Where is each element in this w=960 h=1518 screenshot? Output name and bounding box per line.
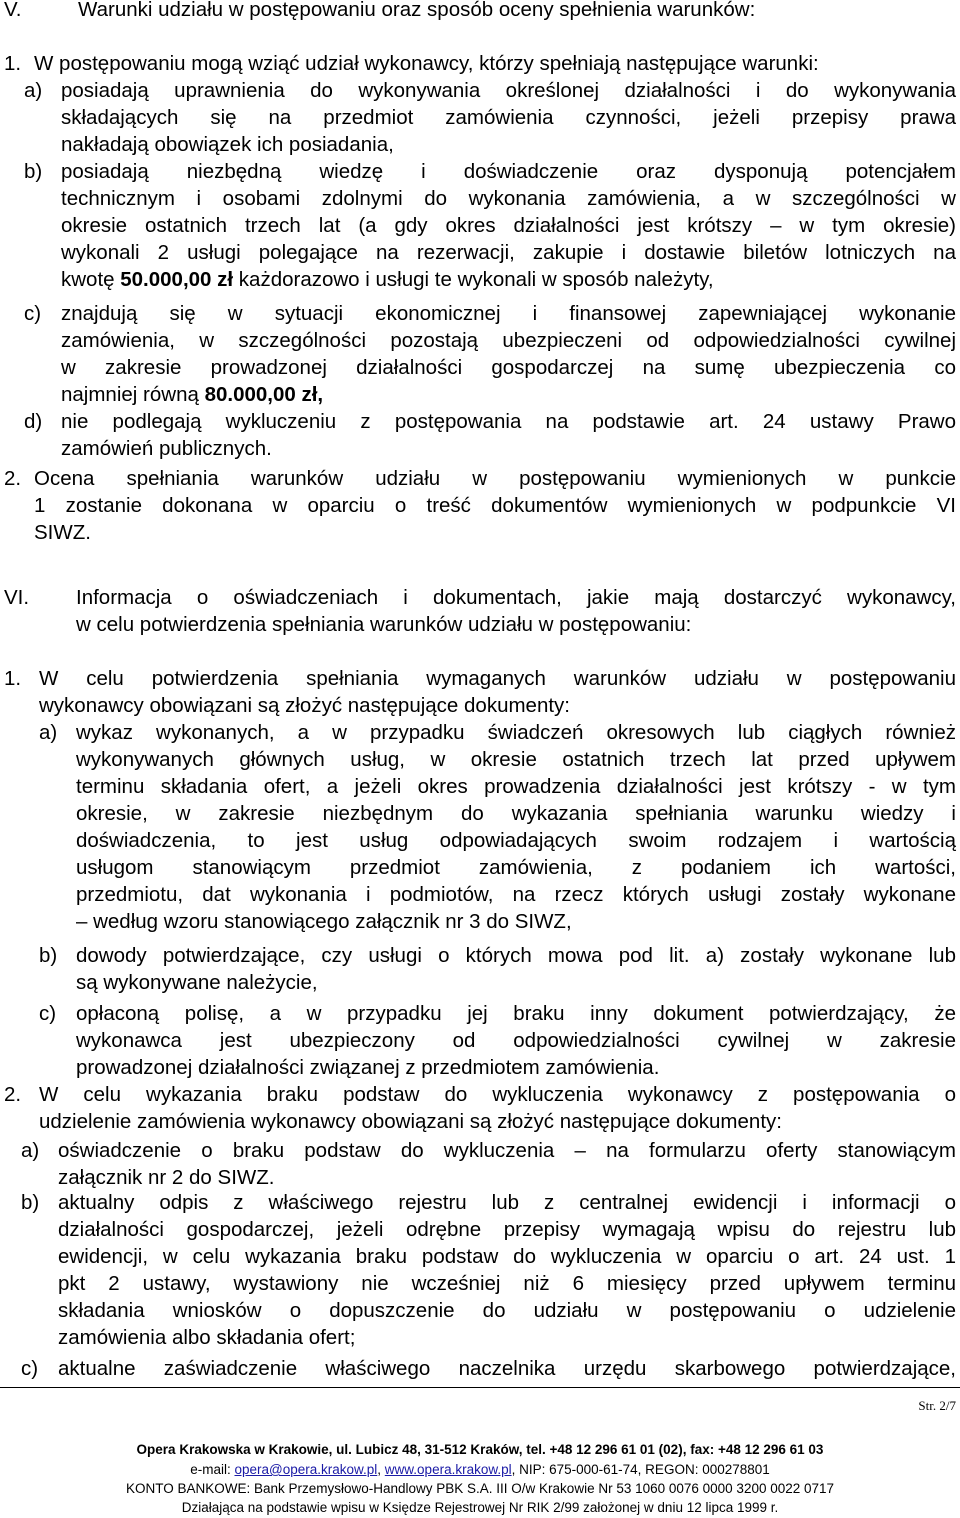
section-vi-number: VI. — [4, 586, 30, 609]
v-d-line: zamówień publicznych. — [61, 437, 272, 460]
vi-b-line: są wykonywane należycie, — [76, 971, 318, 994]
footer-contact — [0, 1461, 960, 1478]
v-c-line: zamówienia, w szczególności pozostają ubezpieczeni od odpowiedzialności cywilnej — [61, 329, 956, 352]
vi-item2-number: 2. — [4, 1083, 22, 1106]
v-b-line: wykonali 2 usługi polegające na rezerwacji, zakupie i dostawie biletów lotniczych na — [61, 241, 956, 264]
v-b-label: b) — [24, 160, 43, 183]
v-b-last-pre: kwotę — [61, 268, 121, 291]
vi-a2-label: a) — [21, 1139, 40, 1162]
v-c-label: c) — [24, 302, 42, 325]
vi-b2-line: działalności gospodarczej, jeżeli odrębne przepisy wymagają wpisu do rejestru lub — [58, 1218, 956, 1241]
v-c-last-pre: najmniej równą — [61, 383, 205, 406]
vi-a-line: wykonywanych głównych usług, w okresie ostatnich trzech lat przed upływem — [76, 748, 956, 771]
vi-b2-label: b) — [21, 1191, 40, 1214]
v-a-line: składających się na przedmiot zamówienia czynności, jeżeli przepisy prawa — [61, 106, 956, 129]
v-b-line: posiadają niezbędną wiedzę i doświadczenie oraz dysponują potencjałem — [61, 160, 956, 183]
footer-divider — [0, 1387, 960, 1388]
v-d-line: nie podlegają wykluczeniu z postępowania na podstawie art. 24 ustawy Prawo — [61, 410, 956, 433]
v-b-last-line — [61, 266, 714, 293]
v-item1-line: W postępowaniu mogą wziąć udział wykonawcy, którzy spełniają następujące warunki: — [34, 52, 819, 75]
footer-registry: Działająca na podstawie wpisu w Księdze Rejestrowej Nr RIK 2/99 założonej w dniu 12 lipca 1999 r. — [181, 1500, 779, 1515]
footer-website-link[interactable]: www.opera.krakow.pl — [384, 1462, 512, 1477]
vi-a2-line: oświadczenie o braku podstaw do wykluczenia – na formularzu oferty stanowiącym — [58, 1139, 956, 1162]
section-vi-title: w celu potwierdzenia spełniania warunków udziału w postępowaniu: — [76, 613, 692, 636]
v-b-line: okresie ostatnich trzech lat (a gdy okres działalności jest krótszy – w tym okresie) — [61, 214, 956, 237]
v-item2-line: Ocena spełniania warunków udziału w postępowaniu wymienionych w punkcie — [34, 467, 956, 490]
vi-b2-line: ewidencji, w celu wykazania braku podstaw do wykluczenia w oparciu o art. 24 ust. 1 — [58, 1245, 956, 1268]
v-c-amount: 80.000,00 zł, — [204, 383, 324, 406]
v-a-line: nakładają obowiązek ich posiadania, — [61, 133, 394, 156]
v-b-last-post: każdorazowo i usługi te wykonali w sposób należyty, — [233, 268, 714, 291]
vi-a-line: – według wzoru stanowiącego załącznik nr 3 do SIWZ, — [76, 910, 572, 933]
footer-address: Opera Krakowska w Krakowie, ul. Lubicz 48, 31-512 Kraków, tel. +48 12 296 61 01 (02), fax: +48 12 296 61 03 — [136, 1442, 824, 1457]
section-v-number: V. — [4, 0, 22, 21]
v-a-label: a) — [24, 79, 43, 102]
footer-bank-account: KONTO BANKOWE: Bank Przemysłowo-Handlowy PBK S.A. III O/w Krakowie Nr 53 1060 0076 0000 3200 0022 0717 — [125, 1481, 835, 1496]
vi-a2-line: załącznik nr 2 do SIWZ. — [58, 1166, 275, 1189]
vi-b-line: dowody potwierdzające, czy usługi o których mowa pod lit. a) zostały wykonane lub — [76, 944, 956, 967]
vi-c-line: opłaconą polisę, a w przypadku jej braku inny dokument potwierdzający, że — [76, 1002, 956, 1025]
vi-c2-line: aktualne zaświadczenie właściwego naczelnika urzędu skarbowego potwierdzające, — [58, 1357, 956, 1380]
footer-email-link[interactable]: opera@opera.krakow.pl — [234, 1462, 378, 1477]
footer-separator: , — [377, 1462, 385, 1477]
section-vi-title: Informacja o oświadczeniach i dokumentach, jakie mają dostarczyć wykonawcy, — [76, 586, 956, 609]
v-c-last-line — [61, 381, 323, 408]
section-v-title: Warunki udziału w postępowaniu oraz sposób oceny spełnienia warunków: — [78, 0, 756, 21]
vi-item2-line: W celu wykazania braku podstaw do wykluczenia wykonawcy z postępowania o — [39, 1083, 956, 1106]
vi-a-line: terminu składania ofert, a jeżeli okres prowadzenia działalności jest krótszy - w tym — [76, 775, 956, 798]
vi-c2-label: c) — [21, 1357, 39, 1380]
vi-b2-line: pkt 2 ustawy, wystawiony nie wcześniej niż 6 miesięcy przed upływem terminu — [58, 1272, 956, 1295]
vi-b2-line: aktualny odpis z właściwego rejestru lub z centralnej ewidencji i informacji o — [58, 1191, 956, 1214]
vi-b2-line: składania wniosków o dopuszczenie do udziału w postępowaniu o udzielenie — [58, 1299, 956, 1322]
v-d-label: d) — [24, 410, 43, 433]
vi-item1-number: 1. — [4, 667, 22, 690]
v-a-line: posiadają uprawnienia do wykonywania określonej działalności i do wykonywania — [61, 79, 956, 102]
vi-c-line: wykonawca jest ubezpieczony od odpowiedzialności cywilnej w zakresie — [76, 1029, 956, 1052]
vi-b2-line: zamówienia albo składania ofert; — [58, 1326, 356, 1349]
footer-email-prefix: e-mail: — [190, 1462, 235, 1477]
v-item1-number: 1. — [4, 52, 22, 75]
vi-a-label: a) — [39, 721, 58, 744]
page-number: Str. 2/7 — [918, 1398, 956, 1413]
v-item2-number: 2. — [4, 467, 22, 490]
v-item2-line: SIWZ. — [34, 521, 91, 544]
vi-a-line: okresie, w zakresie niezbędnym do wykazania spełniania warunku wiedzy i — [76, 802, 956, 825]
vi-a-line: doświadczenia, to jest usług odpowiadających swoim rodzajem i wartością — [76, 829, 956, 852]
vi-item1-line: W celu potwierdzenia spełniania wymaganych warunków udziału w postępowaniu — [39, 667, 956, 690]
vi-item2-line: udzielenie zamówienia wykonawcy obowiązani są złożyć następujące dokumenty: — [39, 1110, 782, 1133]
vi-a-line: wykaz wykonanych, a w przypadku świadczeń okresowych lub ciągłych również — [76, 721, 956, 744]
vi-c-label: c) — [39, 1002, 57, 1025]
vi-item1-line: wykonawcy obowiązani są złożyć następujące dokumenty: — [39, 694, 570, 717]
v-b-amount: 50.000,00 zł — [120, 268, 234, 291]
vi-b-label: b) — [39, 944, 58, 967]
v-b-line: technicznym i osobami zdolnymi do wykonania zamówienia, a w szczególności w — [61, 187, 956, 210]
v-c-line: w zakresie prowadzonej działalności gospodarczej na sumę ubezpieczenia co — [61, 356, 956, 379]
v-c-line: znajdują się w sytuacji ekonomicznej i finansowej zapewniającej wykonanie — [61, 302, 956, 325]
vi-a-line: usługom stanowiącym przedmiot zamówienia, z podaniem ich wartości, — [76, 856, 956, 879]
vi-a-line: przedmiotu, dat wykonania i podmiotów, na rzecz których usługi zostały wykonane — [76, 883, 956, 906]
v-item2-line: 1 zostanie dokonana w oparciu o treść dokumentów wymienionych w podpunkcie VI — [34, 494, 956, 517]
footer-ids: , NIP: 675-000-61-74, REGON: 000278801 — [511, 1462, 770, 1477]
vi-c-line: prowadzonej działalności związanej z przedmiotem zamówienia. — [76, 1056, 660, 1079]
